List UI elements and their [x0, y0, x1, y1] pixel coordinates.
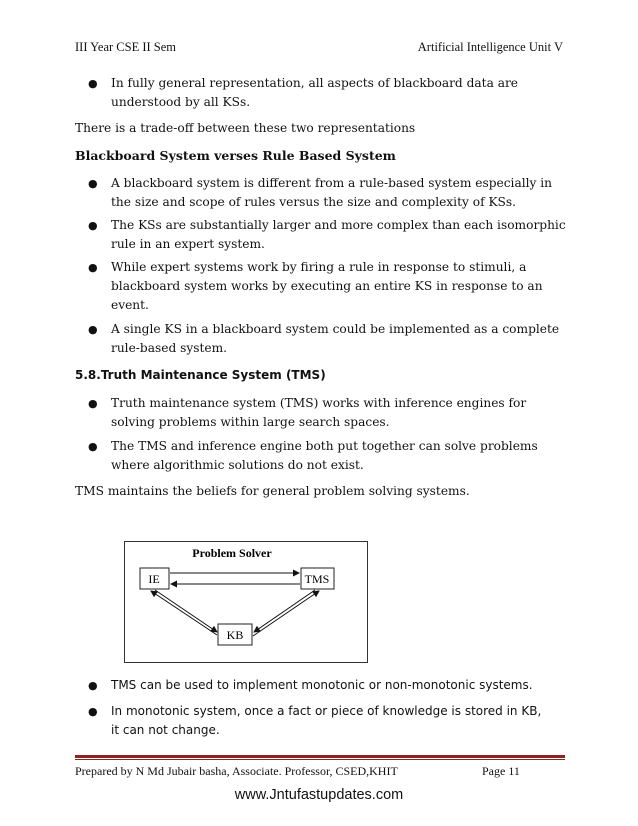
line: rule-based system. — [111, 341, 228, 355]
line: event. — [111, 298, 149, 312]
line: In fully general representation, all aspects of blackboard data are — [111, 76, 519, 90]
ie-label: IE — [148, 572, 160, 586]
line: A blackboard system is different from a rule-based system especially in — [111, 176, 553, 190]
arrow-tms-to-kb — [254, 590, 315, 632]
line: where algorithmic solutions do not exist. — [111, 458, 364, 472]
bullet-icon: ● — [88, 679, 98, 692]
line: The KSs are substantially larger and more complex than each isomorphic — [111, 218, 566, 232]
line: A single KS in a blackboard system could be implemented as a complete — [111, 322, 560, 336]
bullet-icon: ● — [88, 177, 98, 190]
line: blackboard system works by executing an entire KS in response to an — [111, 279, 543, 293]
tms-label: TMS — [304, 572, 330, 586]
problem-solver-diagram — [124, 541, 368, 663]
list-item — [111, 258, 571, 315]
tradeoff-text: There is a trade-off between these two representations — [75, 121, 416, 135]
kb-label: KB — [226, 628, 244, 642]
bullet-icon: ● — [88, 77, 98, 90]
bullet-icon: ● — [88, 261, 98, 274]
page-number: Page 11 — [482, 764, 520, 778]
footer-author: Prepared by N Md Jubair basha, Associate. Professor, CSED,KHIT — [75, 764, 398, 778]
tms-summary: TMS maintains the beliefs for general problem solving systems. — [75, 484, 470, 498]
line: it can not change. — [111, 723, 220, 737]
list-item — [111, 394, 571, 432]
line: While expert systems work by firing a rule in response to stimuli, a — [111, 260, 527, 274]
list-item — [111, 676, 571, 695]
website-link[interactable]: www.Jntufastupdates.com — [234, 787, 404, 803]
line: The TMS and inference engine both put together can solve problems — [111, 439, 538, 453]
list-item — [111, 320, 571, 358]
footer-rule-thin — [75, 759, 565, 760]
line: the size and scope of rules versus the size and complexity of KSs. — [111, 195, 517, 209]
diagram-title: Problem Solver — [192, 546, 272, 560]
bullet-icon: ● — [88, 397, 98, 410]
diagram-svg — [125, 542, 369, 664]
section-heading-blackboard: Blackboard System verses Rule Based System — [75, 148, 396, 163]
list-item — [111, 216, 571, 254]
header-right: Artificial Intelligence Unit V — [417, 40, 563, 54]
line: rule in an expert system. — [111, 237, 265, 251]
arrow-kb-to-ie — [151, 591, 217, 635]
line: TMS can be used to implement monotonic or non-monotonic systems. — [111, 678, 533, 692]
footer-rule — [75, 755, 565, 758]
section-heading-tms: 5.8.Truth Maintenance System (TMS) — [75, 368, 326, 382]
bullet-icon: ● — [88, 705, 98, 718]
line: In monotonic system, once a fact or piece of knowledge is stored in KB, — [111, 704, 542, 718]
list-item — [111, 74, 571, 112]
bullet-icon: ● — [88, 440, 98, 453]
list-item — [111, 174, 571, 212]
header-left: III Year CSE II Sem — [75, 40, 177, 54]
bullet-icon: ● — [88, 219, 98, 232]
line: Truth maintenance system (TMS) works with inference engines for — [111, 396, 527, 410]
line: solving problems within large search spaces. — [111, 415, 390, 429]
arrow-kb-to-tms — [253, 591, 319, 636]
arrow-ie-to-kb — [155, 590, 217, 632]
bullet-icon: ● — [88, 323, 98, 336]
list-item — [111, 702, 571, 740]
line: understood by all KSs. — [111, 95, 251, 109]
list-item — [111, 437, 571, 475]
